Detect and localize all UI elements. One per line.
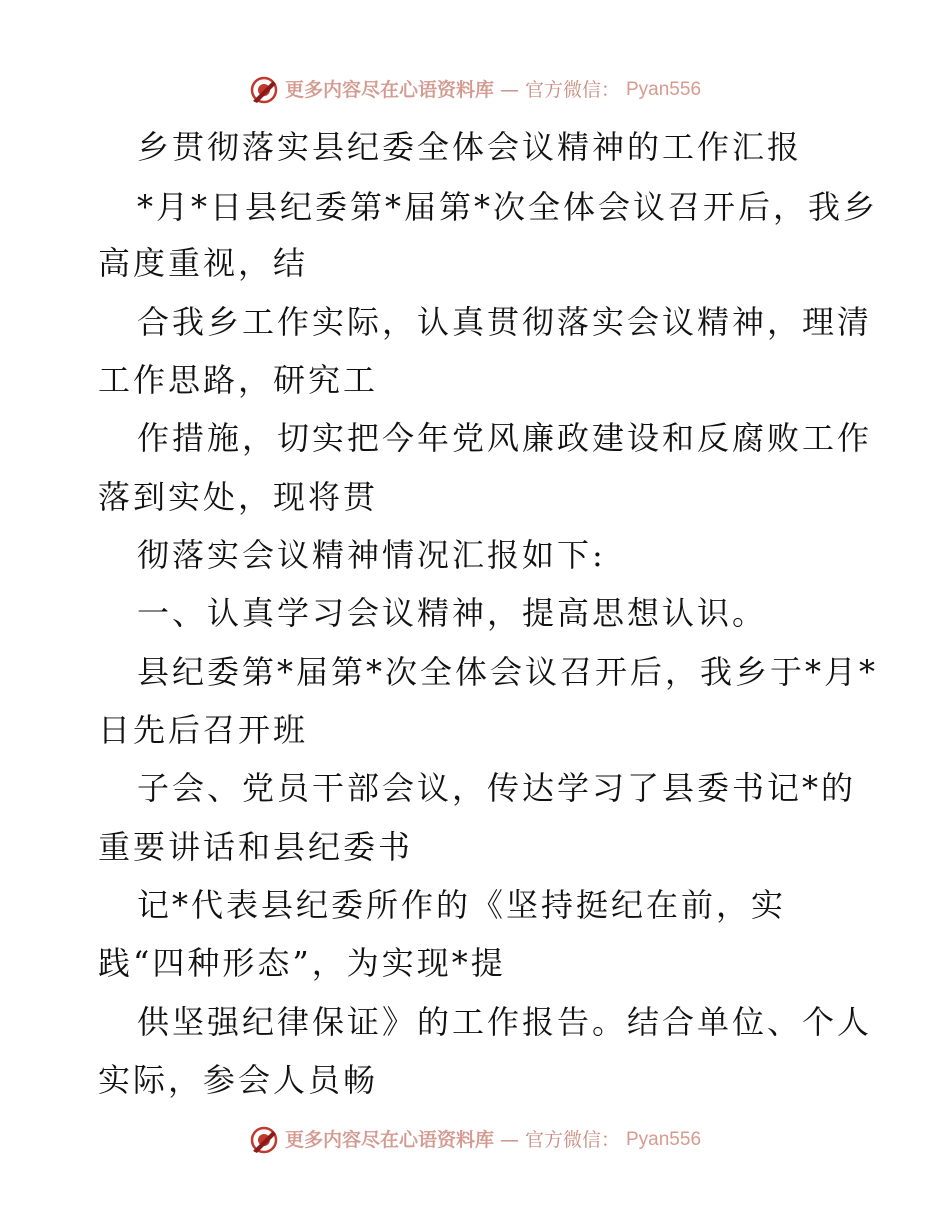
watermark-dash: —: [499, 1129, 519, 1151]
paragraph-line: 落到实处，现将贯: [98, 478, 379, 516]
paragraph-line: 记*代表县纪委所作的《坚持挺纪在前，实: [137, 886, 787, 924]
paragraph-line: *月*日县纪委第*届第*次全体会议召开后，我乡: [137, 188, 879, 226]
quill-pen-seal-icon: [249, 1125, 279, 1155]
paragraph-line: 彻落实会议精神情况汇报如下:: [137, 536, 606, 574]
watermark-dash: —: [499, 79, 519, 101]
watermark-site-text: 更多内容尽在心语资料库: [284, 1129, 494, 1151]
paragraph-line: 作措施，切实把今年党风廉政建设和反腐败工作: [137, 419, 873, 457]
watermark-site-text: 更多内容尽在心语资料库: [284, 79, 494, 101]
paragraph-line: 重要讲话和县纪委书: [98, 828, 414, 866]
paragraph-line: 日先后召开班: [98, 711, 309, 749]
section-heading: 一、认真学习会议精神，提高思想认识。: [137, 594, 768, 632]
paragraph-line: 子会、党员干部会议，传达学习了县委书记*的: [137, 769, 857, 807]
watermark-wechat-id: Pyan556: [626, 1129, 702, 1150]
paragraph-line: 供坚强纪律保证》的工作报告。结合单位、个人: [137, 1003, 873, 1041]
watermark-wechat-id: Pyan556: [626, 79, 702, 100]
watermark-banner-bottom: [0, 1120, 950, 1160]
watermark-wechat-label: 官方微信：: [524, 1129, 620, 1151]
paragraph-line: 实际，参会人员畅: [98, 1061, 379, 1099]
document-title: 乡贯彻落实县纪委全体会议精神的工作汇报: [137, 128, 803, 166]
paragraph-line: 践“四种形态”，为实现*提: [98, 944, 506, 982]
paragraph-line: 县纪委第*届第*次全体会议召开后，我乡于*月*: [137, 653, 879, 691]
paragraph-line: 合我乡工作实际，认真贯彻落实会议精神，理清: [137, 303, 873, 341]
paragraph-line: 高度重视，结: [98, 244, 309, 282]
paragraph-line: 工作思路，研究工: [98, 361, 379, 399]
watermark-wechat-label: 官方微信：: [524, 79, 620, 101]
